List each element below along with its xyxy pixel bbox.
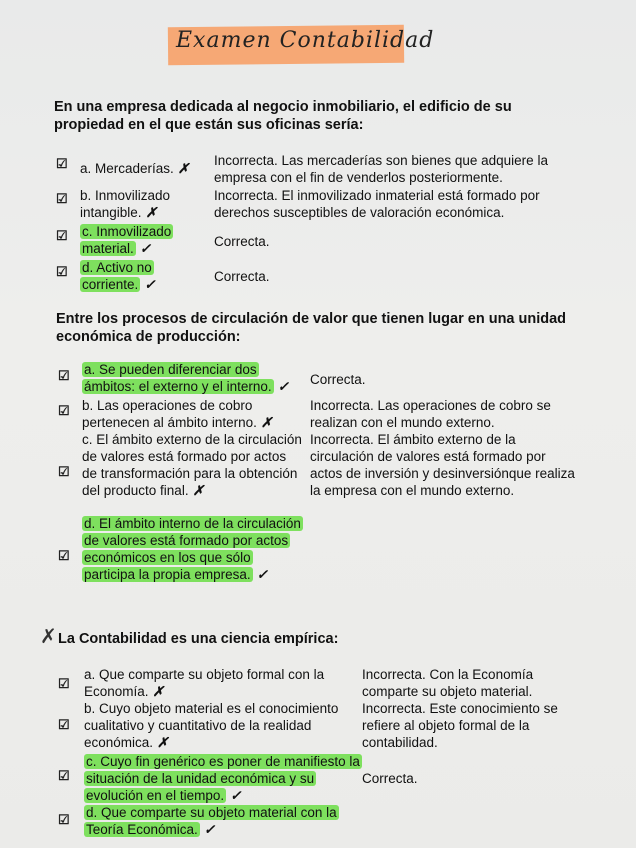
question-1-prompt: En una empresa dedicada al negocio inmobiliario, el edificio de su propiedad en el que están sus oficinas sería:: [54, 99, 512, 133]
option-text: a. Mercaderías.: [80, 161, 174, 176]
q2-option-c[interactable]: [82, 431, 302, 499]
option-text: b. Cuyo objeto material es el conocimiento cualitativo y cuantitativo de la realidad económica.: [84, 701, 339, 750]
option-text: c. Inmovilizado material.: [82, 224, 172, 256]
cross-icon: ✗: [192, 483, 204, 498]
option-text: d. El ámbito interno de la circulación de valores está formado por actos económicos en los que sólo participa la propia empresa.: [84, 516, 301, 582]
option-text: d. Que comparte su objeto material con la Teoría Económica.: [86, 805, 337, 837]
cross-icon: ✗: [260, 415, 273, 430]
question-2-prompt: Entre los procesos de circulación de valor que tienen lugar en una unidad económica de producción:: [56, 311, 567, 345]
page-title: Examen Contabilidad: [176, 28, 435, 53]
checkbox-icon[interactable]: ☑: [58, 717, 70, 732]
q3-feedback-a: Incorrecta. Con la Economía comparte su objeto material.: [362, 667, 534, 699]
check-icon: ✓: [144, 277, 156, 292]
checkbox-icon[interactable]: ☑: [56, 228, 68, 243]
option-text: a. Se pueden diferenciar dos ámbitos: el externo y el interno.: [84, 362, 272, 394]
checkbox-icon[interactable]: ☑: [56, 264, 68, 279]
q1-option-a[interactable]: [80, 160, 210, 177]
option-text: d. Activo no corriente.: [82, 260, 152, 292]
q2-feedback-c: Incorrecta. El ámbito externo de la circulación de valores está formado por actos de inversión y desinversiónque realiza la empresa con el mundo externo.: [310, 432, 575, 498]
q1-feedback-c: Correcta.: [214, 234, 270, 249]
cross-icon: ✗: [152, 684, 164, 699]
q1-option-c[interactable]: [80, 223, 190, 257]
check-icon: ✓: [230, 788, 242, 803]
q1-feedback-d: Correcta.: [214, 269, 270, 284]
q1-feedback-b: Incorrecta. El inmovilizado inmaterial está formado por derechos susceptibles de valoración económica.: [214, 188, 540, 220]
q2-option-b[interactable]: [82, 397, 304, 431]
checkbox-icon[interactable]: ☑: [58, 403, 70, 418]
checkbox-icon[interactable]: ☑: [58, 548, 70, 563]
check-icon: ✓: [256, 567, 268, 582]
q1-feedback-a: Incorrecta. Las mercaderías son bienes que adquiere la empresa con el fin de venderlos posteriormente.: [214, 153, 548, 185]
check-icon: ✓: [139, 241, 152, 256]
cross-icon: ✗: [177, 161, 190, 176]
q2-feedback-b: Incorrecta. Las operaciones de cobro se realizan con el mundo externo.: [310, 398, 551, 430]
cross-icon: ✗: [145, 205, 157, 220]
check-icon: ✓: [277, 379, 289, 394]
cross-icon: ✗: [40, 624, 57, 648]
option-text: c. El ámbito externo de la circulación de valores está formado por actos de transformación para la obtención del producto final.: [82, 432, 302, 498]
check-icon: ✓: [203, 822, 216, 837]
q1-option-d[interactable]: [80, 259, 190, 293]
q3-feedback-c: Correcta.: [362, 771, 418, 786]
checkbox-icon[interactable]: ☑: [58, 464, 70, 479]
q3-feedback-b: Incorrecta. Este conocimiento se refiere al objeto formal de la contabilidad.: [362, 701, 558, 750]
q3-option-a[interactable]: [84, 666, 356, 700]
q2-option-d[interactable]: [82, 515, 304, 583]
option-text: b. Las operaciones de cobro pertenecen al ámbito interno.: [82, 398, 257, 430]
q2-option-a[interactable]: [82, 361, 304, 395]
question-3-prompt: La Contabilidad es una ciencia empírica:: [58, 631, 339, 647]
q2-feedback-a: Correcta.: [310, 372, 366, 387]
option-text: a. Que comparte su objeto formal con la Economía.: [84, 667, 325, 699]
checkbox-icon[interactable]: ☑: [56, 156, 68, 171]
q3-option-d[interactable]: [84, 804, 360, 838]
checkbox-icon[interactable]: ☑: [56, 191, 68, 206]
option-text: b. Inmovilizado intangible.: [80, 188, 171, 220]
q3-option-b[interactable]: [84, 700, 360, 751]
cross-icon: ✗: [157, 735, 169, 750]
q3-option-c[interactable]: [84, 753, 360, 804]
checkbox-icon[interactable]: ☑: [58, 812, 70, 827]
q1-option-b[interactable]: [80, 187, 210, 221]
checkbox-icon[interactable]: ☑: [58, 368, 70, 383]
checkbox-icon[interactable]: ☑: [58, 676, 70, 691]
checkbox-icon[interactable]: ☑: [58, 768, 70, 783]
option-text: c. Cuyo fin genérico es poner de manifiesto la situación de la unidad económica y su evolución en el tiempo.: [86, 754, 360, 803]
